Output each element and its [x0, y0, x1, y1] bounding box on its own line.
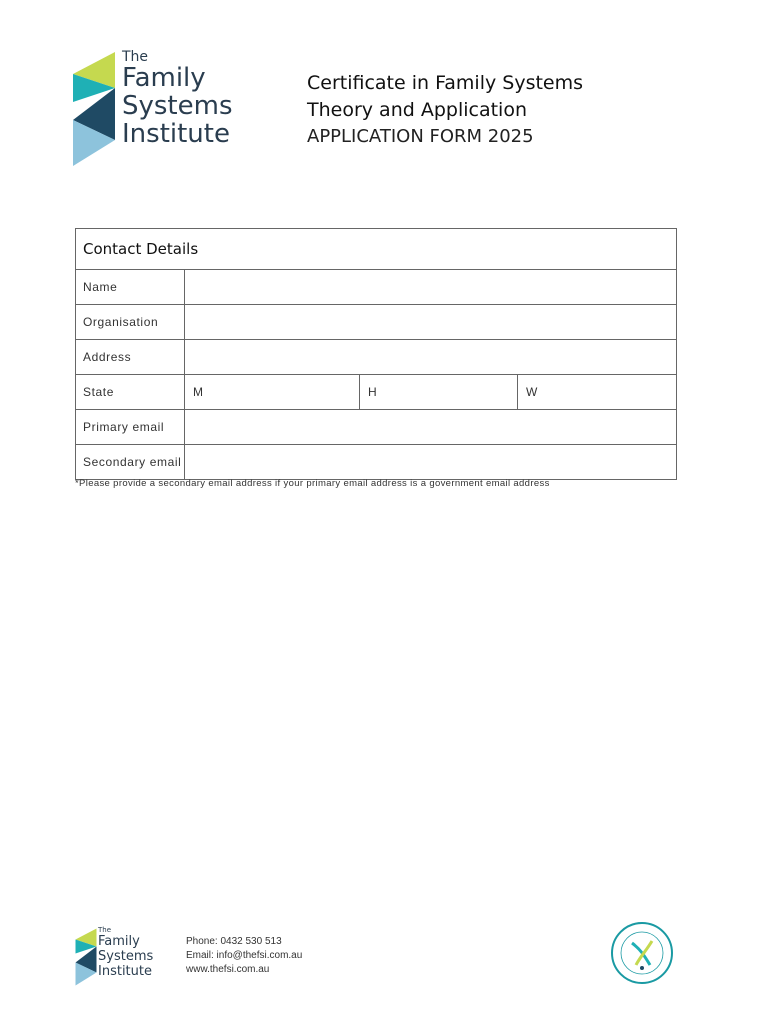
primary-email-field[interactable]: [185, 410, 676, 444]
logo-systems: Systems: [122, 91, 233, 121]
fsi-logo: [70, 50, 240, 168]
footer-website[interactable]: www.thefsi.com.au: [186, 964, 270, 975]
form-subtitle: APPLICATION FORM 2025: [307, 126, 534, 147]
footer-logo: [74, 926, 174, 988]
logo-wordmark: [122, 50, 233, 148]
contact-details-table: [75, 228, 677, 480]
secondary-email-label: Secondary email: [76, 445, 185, 479]
secondary-email-row: [76, 445, 676, 479]
name-field[interactable]: [185, 270, 676, 304]
logo-family: Family: [122, 63, 206, 93]
footer-logo-the: The: [98, 926, 112, 934]
logo-the: The: [122, 49, 149, 65]
primary-email-row: [76, 410, 676, 445]
address-label: Address: [76, 340, 185, 374]
secondary-email-note: *Please provide a secondary email address if your primary email address is a government email address: [75, 478, 550, 489]
organisation-label: Organisation: [76, 305, 185, 339]
work-phone-field[interactable]: W: [526, 385, 538, 399]
state-field-group: [185, 375, 676, 409]
footer-logo-systems: Systems: [98, 949, 154, 964]
registered-charity-seal-icon: [610, 921, 674, 985]
footer-email[interactable]: Email: info@thefsi.com.au: [186, 950, 303, 961]
mobile-field[interactable]: M: [185, 375, 360, 409]
title-line-1: Certificate in Family Systems: [307, 72, 584, 94]
triangle-stack-logo-icon: [70, 50, 118, 168]
name-label: Name: [76, 270, 185, 304]
home-phone-field[interactable]: H: [360, 375, 518, 409]
address-field[interactable]: [185, 340, 676, 374]
footer-logo-family: Family: [98, 934, 140, 949]
footer-triangle-logo-icon: [74, 926, 98, 988]
state-row: [76, 375, 676, 410]
organisation-field[interactable]: [185, 305, 676, 339]
primary-email-label: Primary email: [76, 410, 185, 444]
name-row: [76, 270, 676, 305]
title-line-2: Theory and Application: [307, 99, 528, 121]
contact-details-heading: Contact Details: [76, 229, 676, 270]
organisation-row: [76, 305, 676, 340]
footer-logo-wordmark: [98, 926, 153, 979]
footer-phone: Phone: 0432 530 513: [186, 936, 282, 947]
footer-contact: [186, 935, 302, 977]
registered-charity-badge: [610, 921, 674, 985]
secondary-email-field[interactable]: [185, 445, 676, 479]
state-label: State: [76, 375, 185, 409]
footer-logo-institute: Institute: [98, 964, 152, 979]
document-title: [307, 70, 583, 150]
address-row: [76, 340, 676, 375]
logo-institute: Institute: [122, 119, 230, 149]
